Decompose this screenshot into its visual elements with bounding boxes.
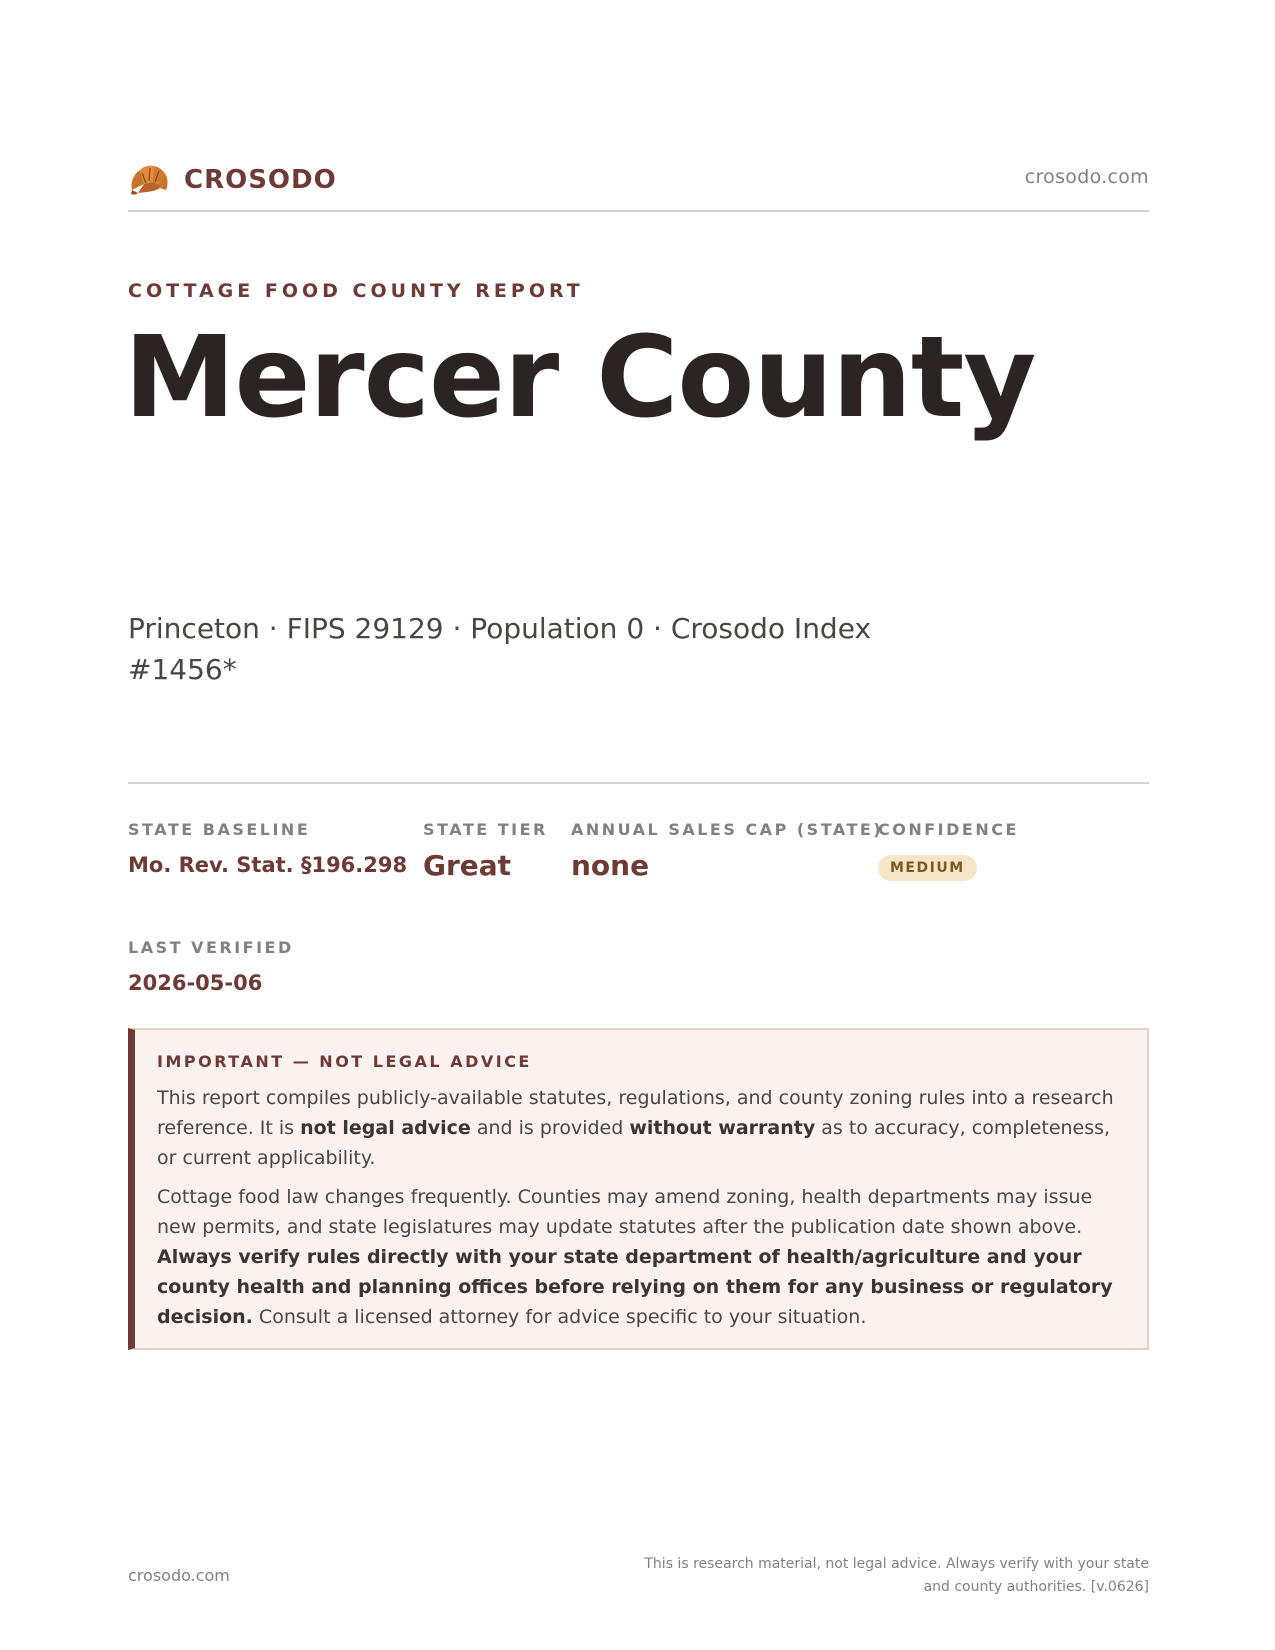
croissant-icon [128, 160, 170, 200]
stat-label: CONFIDENCE [878, 820, 1019, 839]
page-header [128, 158, 1149, 212]
footer-disclaimer-line: and county authorities. [v.0626] [923, 1579, 1149, 1595]
stat-value: Mo. Rev. Stat. §196.298 [128, 853, 408, 877]
section-divider [128, 782, 1149, 784]
page-title: Mercer County [124, 313, 1036, 443]
stat-label: STATE BASELINE [128, 820, 311, 839]
report-page [124, 0, 1149, 1650]
notice-text: Cottage food law changes frequently. Counties may amend zoning, health departments may issue new permits, and state legislatures may update statutes after the publication date shown above. [157, 1186, 1093, 1238]
report-eyebrow: COTTAGE FOOD COUNTY REPORT [128, 280, 584, 302]
footer-url[interactable]: crosodo.com [128, 1566, 230, 1585]
brand [128, 160, 337, 200]
brand-name: CROSODO [184, 165, 337, 195]
stat-state-baseline [128, 820, 407, 877]
notice-emphasis: not legal advice [300, 1117, 471, 1139]
notice-text: as to accuracy, completeness, or current applicability. [157, 1117, 1111, 1169]
notice-heading: IMPORTANT — NOT LEGAL ADVICE [157, 1052, 532, 1071]
notice-text: This report compiles publicly-available statutes, regulations, and county zoning rules into a research reference. It is [157, 1087, 1114, 1139]
stat-value: none [571, 849, 650, 882]
stat-value: 2026-05-06 [128, 971, 263, 995]
notice-paragraph [157, 1182, 1121, 1332]
notice-paragraph [157, 1083, 1121, 1173]
stat-value: Great [423, 849, 512, 882]
stat-last-verified [128, 938, 294, 995]
notice-text: and is provided [470, 1117, 630, 1139]
header-url[interactable]: crosodo.com [1024, 166, 1149, 188]
stat-label: ANNUAL SALES CAP (STATE) [571, 820, 884, 839]
footer-disclaimer-line: This is research material, not legal advice. Always verify with your state [644, 1556, 1149, 1572]
notice-emphasis: without warranty [629, 1117, 816, 1139]
county-summary: Princeton · FIPS 29129 · Population 0 · Crosodo Index #1456* [128, 612, 872, 686]
stat-sales-cap [571, 820, 883, 882]
stat-confidence [878, 820, 1019, 881]
notice-emphasis: Always verify rules directly with your state department of health/agriculture and your county health and planning offices before relying on them for any business or regulatory decision. [157, 1246, 1113, 1328]
stat-state-tier [423, 820, 548, 882]
stat-label: STATE TIER [423, 820, 548, 839]
footer-disclaimer [629, 1553, 1149, 1599]
notice-text: Consult a licensed attorney for advice specific to your situation. [252, 1306, 867, 1328]
stat-label: LAST VERIFIED [128, 938, 294, 957]
confidence-badge: MEDIUM [878, 855, 977, 881]
legal-notice [128, 1028, 1149, 1350]
